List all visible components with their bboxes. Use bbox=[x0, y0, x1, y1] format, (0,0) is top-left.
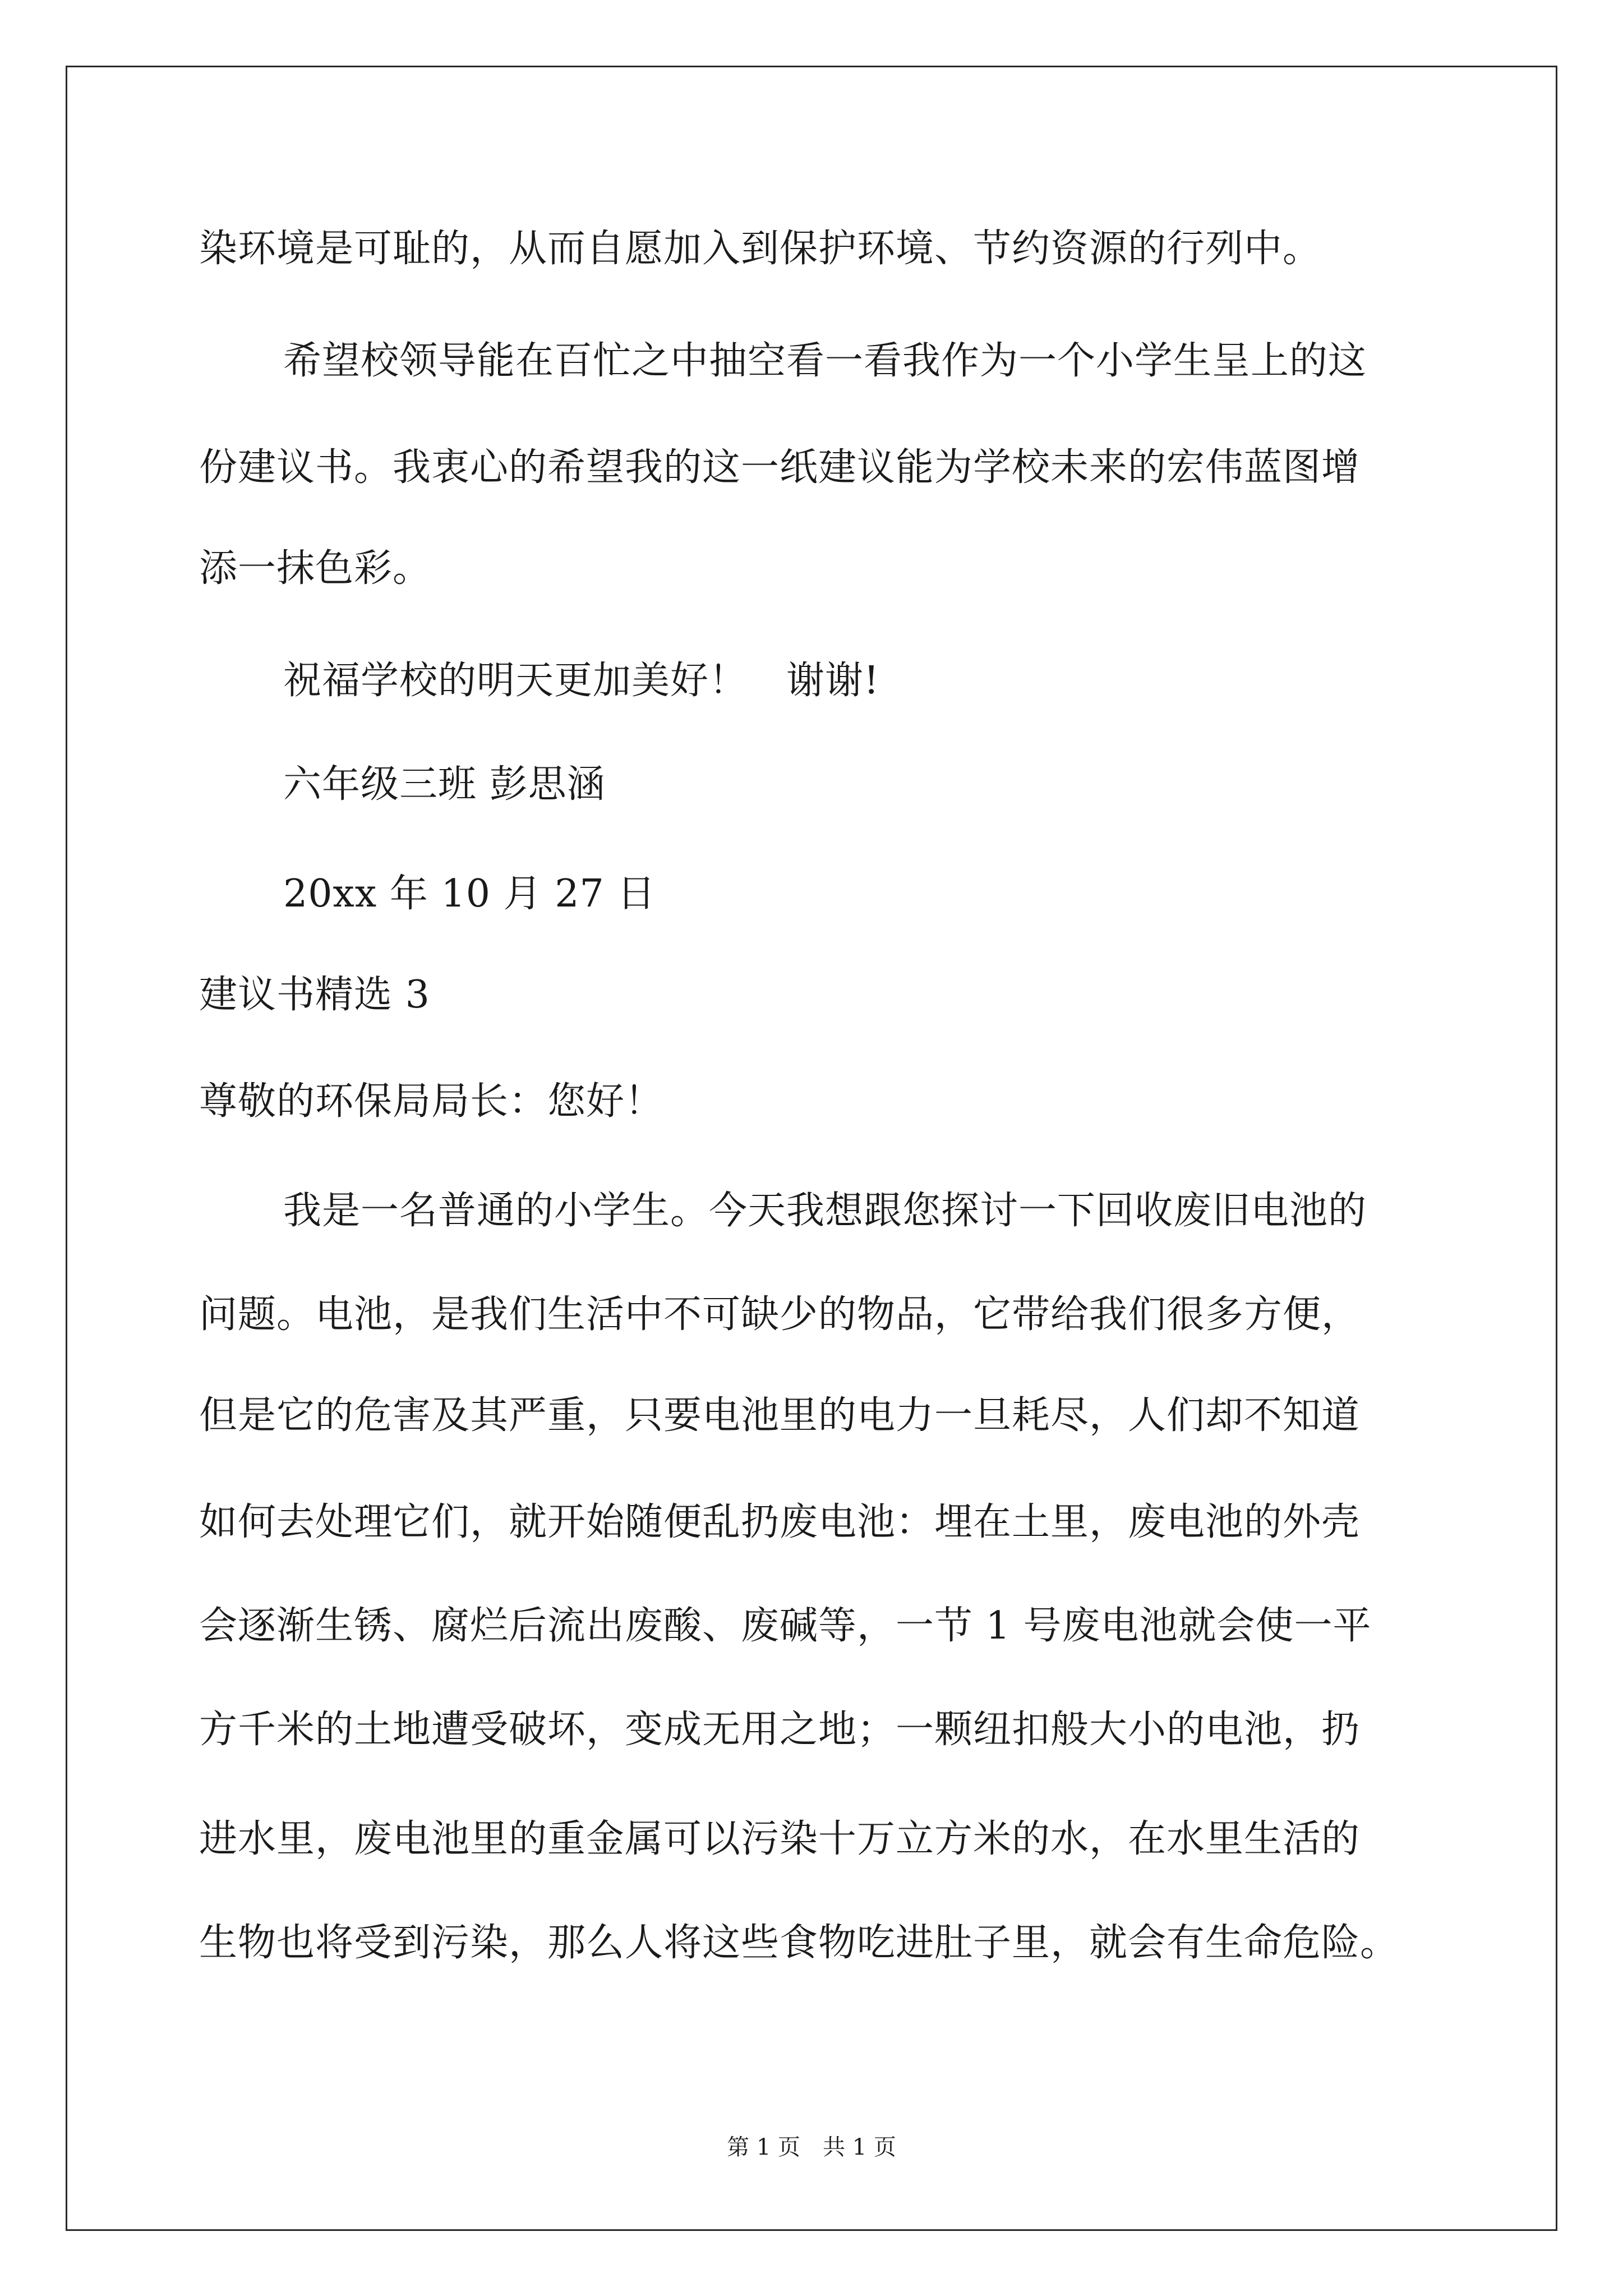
paragraph-line: 添一抹色彩。 bbox=[199, 546, 432, 591]
paragraph-line: 份建议书。我衷心的希望我的这一纸建议能为学校未来的宏伟蓝图增 bbox=[199, 445, 1361, 490]
paragraph-line: 会逐渐生锈、腐烂后流出废酸、废碱等，一节 1 号废电池就会使一平 bbox=[199, 1604, 1372, 1648]
paragraph-line: 生物也将受到污染，那么人将这些食物吃进肚子里，就会有生命危险。 bbox=[199, 1921, 1399, 1965]
paragraph-line: 如何去处理它们，就开始随便乱扔废电池：埋在土里，废电池的外壳 bbox=[199, 1500, 1361, 1544]
page-number: 第 1 页 共 1 页 bbox=[727, 2134, 896, 2160]
paragraph-line: 进水里，废电池里的重金属可以污染十万立方米的水，在水里生活的 bbox=[199, 1817, 1361, 1861]
paragraph-line: 但是它的危害及其严重，只要电池里的电力一旦耗尽，人们却不知道 bbox=[199, 1393, 1361, 1438]
signature-name: 六年级三班 彭思涵 bbox=[283, 762, 606, 807]
paragraph-line: 问题。电池，是我们生活中不可缺少的物品，它带给我们很多方便， bbox=[199, 1292, 1361, 1337]
signature-date: 20xx 年 10 月 27 日 bbox=[283, 872, 656, 916]
paragraph-line: 我是一名普通的小学生。今天我想跟您探讨一下回收废旧电池的 bbox=[283, 1189, 1367, 1233]
salutation: 尊敬的环保局局长：您好！ bbox=[199, 1079, 664, 1124]
paragraph-line: 方千米的土地遭受破坏，变成无用之地；一颗纽扣般大小的电池，扔 bbox=[199, 1708, 1361, 1752]
page-border bbox=[66, 66, 1557, 2231]
closing-line: 祝福学校的明天更加美好！ 谢谢! bbox=[283, 659, 880, 703]
paragraph-line: 染环境是可耻的，从而自愿加入到保护环境、节约资源的行列中。 bbox=[199, 227, 1322, 271]
section-heading: 建议书精选 3 bbox=[199, 973, 430, 1017]
paragraph-line: 希望校领导能在百忙之中抽空看一看我作为一个小学生呈上的这 bbox=[283, 339, 1367, 383]
